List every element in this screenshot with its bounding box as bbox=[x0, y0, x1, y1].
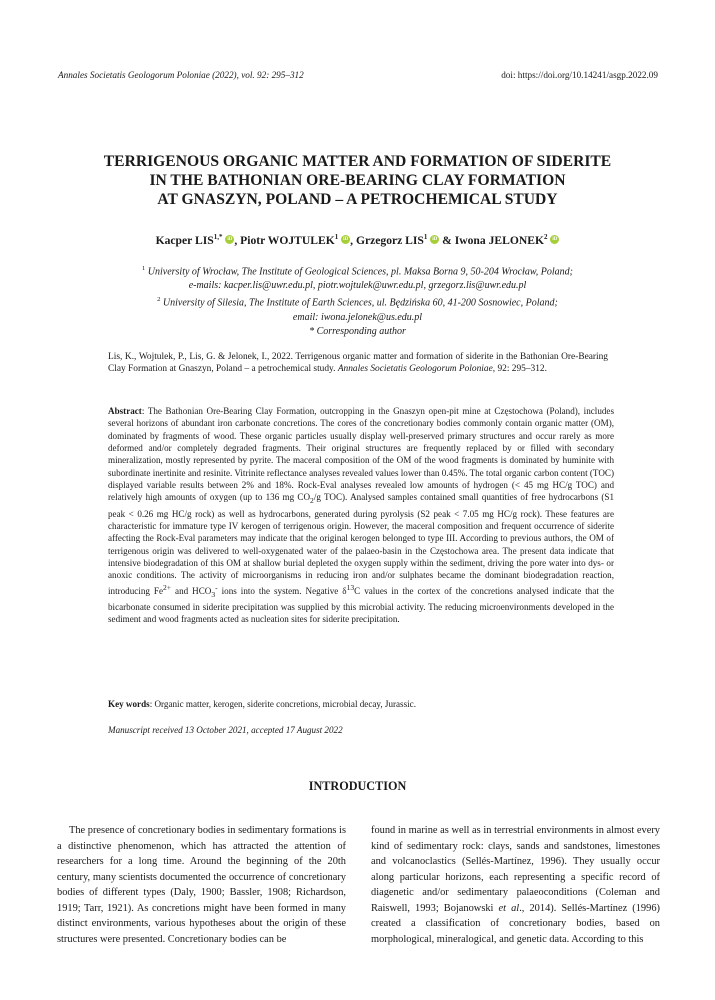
subscript: 2 bbox=[310, 496, 314, 506]
title-line: IN THE BATHONIAN ORE-BEARING CLAY FORMATION bbox=[149, 172, 566, 189]
superscript: 13 bbox=[346, 582, 355, 592]
affiliation-2-email[interactable]: email: iwona.jelonek@us.edu.pl bbox=[292, 311, 423, 323]
title-line: AT GNASZYN, POLAND – A PETROCHEMICAL STUDY bbox=[157, 191, 558, 208]
abstract-text: /g TOC). Analysed samples contained small quantities of free hydrocarbons (S1 peak < 0.26 mg HC/g rock) as well as hydrocarbons, generated during pyrolysis (S2 peak < 7.05 mg HC/g rock). These features are characteristic for immature type IV kerogen of terrigenous origin. However, the maceral composition and frequent occurrence of siderite affecting the Rock-Eval parameters may indicate that the original kerogen belonged to type III. According to previous authors, the OM of terrigenous origin was delivered to well-oxygenated water of the palaeo-basin in the Częstochowa area. The present data indicate that intensive biodegradation of this OM at shallow burial depleted the oxygen supply within the sediment, driving the pore water into dys- or anoxic conditions. The activity of microorganisms in reducing iron and/or sulphates became the dominant biodegradation reaction, introducing Fe bbox=[108, 492, 614, 596]
title-line: TERRIGENOUS ORGANIC MATTER AND FORMATION OF SIDERITE bbox=[103, 153, 612, 170]
corresponding-author-note: * Corresponding author bbox=[309, 325, 406, 337]
abstract bbox=[108, 405, 614, 626]
keywords bbox=[108, 698, 614, 710]
doi-link[interactable]: doi: https://doi.org/10.14241/asgp.2022.09 bbox=[501, 70, 658, 80]
affiliation-2: University of Silesia, The Institute of Earth Sciences, ul. Będzińska 60, 41-200 Sosnowiec, Poland; bbox=[160, 297, 558, 309]
author-separator: & bbox=[439, 233, 455, 247]
orcid-icon[interactable]: iD bbox=[552, 236, 558, 242]
orcid-icon[interactable]: iD bbox=[227, 236, 233, 242]
subscript: 3 bbox=[211, 589, 216, 599]
author-name: Grzegorz LIS bbox=[355, 233, 424, 247]
paper-title bbox=[40, 152, 675, 209]
section-heading: INTRODUCTION bbox=[308, 779, 407, 793]
author-affiliation-mark: 1,* bbox=[213, 233, 223, 241]
author-separator: , bbox=[350, 233, 356, 247]
author-affiliation-mark: 1 bbox=[334, 233, 339, 241]
manuscript-dates: Manuscript received 13 October 2021, accepted 17 August 2022 bbox=[108, 725, 343, 735]
keywords-label: Key words bbox=[108, 699, 150, 709]
intro-text: ., 2014). Sellés-Martínez (1996) created a classification of concretionary bodies, based on morphological, mineralogical, and genetic data. According to this bbox=[371, 902, 660, 945]
journal-header: Annales Societatis Geologorum Poloniae (2022), vol. 92: 295–312 bbox=[58, 70, 304, 80]
affiliation-mark: 2 bbox=[157, 296, 161, 304]
affiliation-1: University of Wrocław, The Institute of Geological Sciences, pl. Maksa Borna 9, 50-204 Wrocław, Poland; bbox=[145, 266, 573, 278]
keywords-text: : Organic matter, kerogen, siderite concretions, microbial decay, Jurassic. bbox=[149, 699, 416, 709]
author-affiliation-mark: 2 bbox=[543, 233, 548, 241]
intro-column-right bbox=[371, 823, 660, 947]
affiliations bbox=[40, 262, 675, 339]
citation-text: Lis, K., Wojtulek, P., Lis, G. & Jelonek, I., 2022. Terrigenous organic matter and formation of siderite in the Bathonian Ore-Bearing Clay Formation at Gnaszyn, Poland – a petrochemical study. bbox=[108, 352, 608, 375]
citation bbox=[108, 351, 608, 376]
author-affiliation-mark: 1 bbox=[423, 233, 428, 241]
abstract-text: ions into the system. Negative δ bbox=[217, 585, 347, 596]
abstract-text: : The Bathonian Ore-Bearing Clay Formation, outcropping in the Gnaszyn open-pit mine at Częstochowa (Poland), includes several horizons of abundant iron carbonate concretions. The cores of the concretionary bodies commonly contain organic matter (OM), dominated by fragments of wood. These organic particles usually display well-preserved primary structures and occur rarely as more deformed and/or completely degraded fragments. Their original structures are frequently replaced by or filled with secondary mineralization, mostly represented by pyrite. The maceral composition of the OM of the wood fragments is dominated by huminite with subordinate inertinite and resinite. Vitrinite reflectance analyses revealed values lower than 0.45%. The total organic carbon content (TOC) displayed variable results between 2% and 18%. Rock-Eval analyses revealed low amounts of hydrogen (< 45 mg HC/g TOC) and relatively high amounts of oxygen (up to 136 mg CO bbox=[108, 406, 614, 503]
author-name: Kacper LIS bbox=[155, 233, 214, 247]
affiliation-1-emails[interactable]: e-mails: kacper.lis@uwr.edu.pl, piotr.wojtulek@uwr.edu.pl, grzegorz.lis@uwr.edu.pl bbox=[188, 280, 527, 292]
abstract-text: C values in the cortex of the concretions analysed indicate that the bicarbonate consumed in siderite precipitation was supplied by this microbial activity. The reducing microenvironments developed in the sediment and wood fragments acted as nucleation sites for siderite precipitation. bbox=[108, 585, 614, 625]
superscript: - bbox=[215, 582, 218, 592]
intro-text: found in marine as well as in terrestrial environments in almost every kind of sedimentary rock: clays, sands and sandstones, limestones and volcanoclastics (Sellés-Martínez, 1996). They usually occur along particular horizons, each representing a specific record of diagenetic and/or sedimentary palaeoconditions (Coleman and Raiswell, 1993; Bojanowski bbox=[371, 825, 660, 914]
orcid-icon[interactable]: iD bbox=[432, 236, 438, 242]
abstract-text: and HCO bbox=[171, 585, 212, 596]
author-name: Piotr WOJTULEK bbox=[240, 233, 335, 247]
intro-column-left: The presence of concretionary bodies in sedimentary formations is a distinctive phenomenon, which has attracted the attention of researchers for a long time. Around the beginning of the 20th century, many scientists documented the occurrence of concretionary bodies of different types (Daly, 1900; Bassler, 1908; Richardson, 1919; Tarr, 1921). As concretions might have been formed in many distinct environments, various hypotheses about the origin of these structures were presented. Concretionary bodies can be bbox=[57, 825, 346, 945]
author-list bbox=[40, 233, 675, 247]
abstract-label: Abstract bbox=[108, 406, 142, 416]
author-separator: , bbox=[234, 233, 241, 247]
citation-pages: , 92: 295–312. bbox=[492, 364, 547, 375]
intro-etal: et al bbox=[498, 902, 520, 914]
author-name: Iwona JELONEK bbox=[454, 233, 544, 247]
citation-journal: Annales Societatis Geologorum Poloniae bbox=[337, 364, 493, 375]
superscript: 2+ bbox=[163, 582, 172, 592]
affiliation-mark: 1 bbox=[142, 265, 146, 272]
orcid-icon[interactable]: iD bbox=[343, 236, 349, 242]
